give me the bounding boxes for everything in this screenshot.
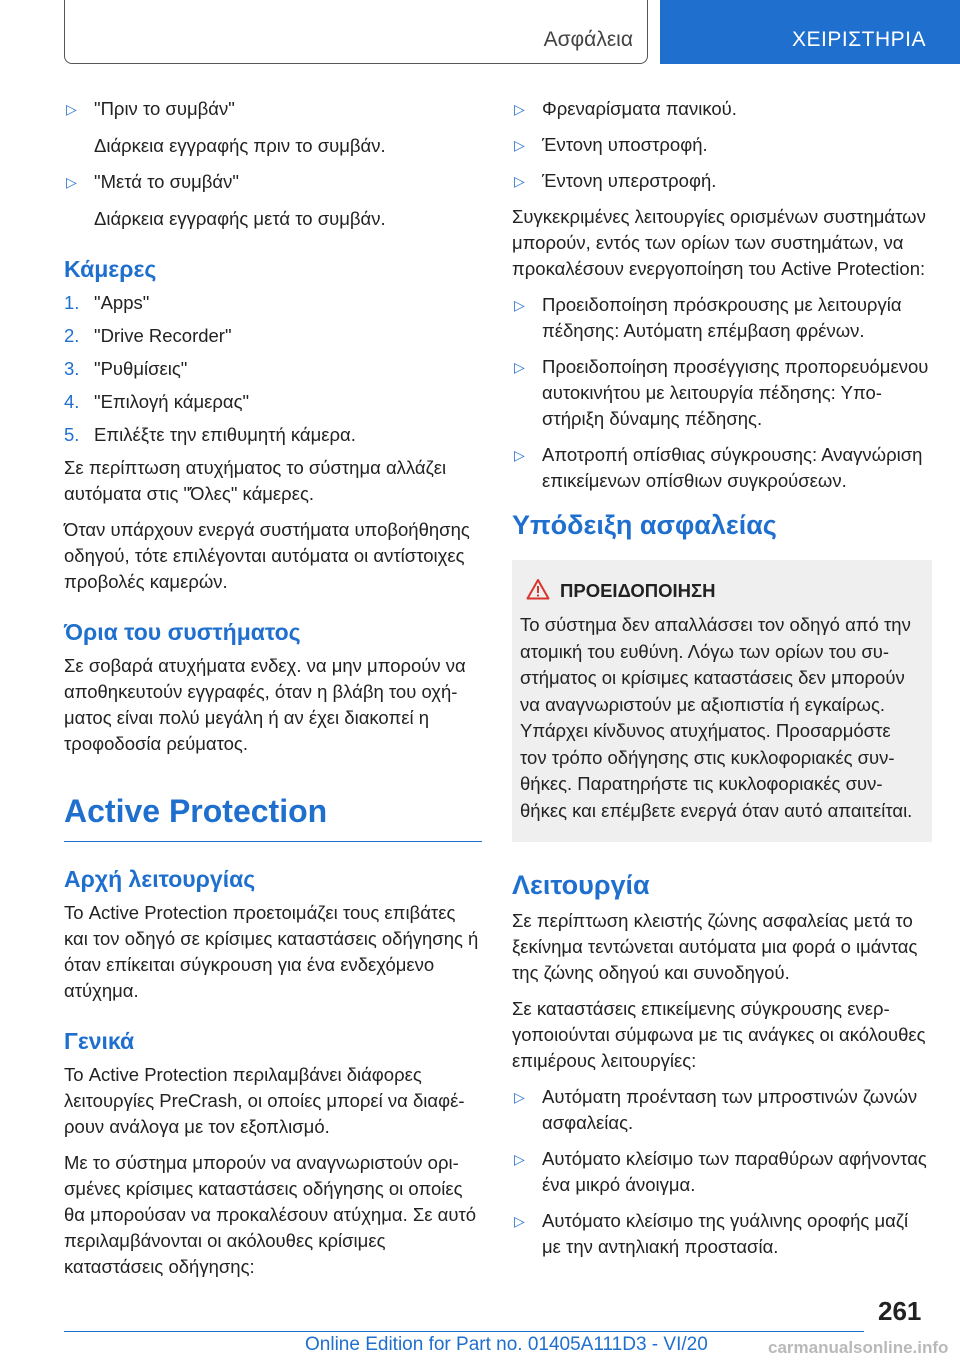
list-item-text: Προειδοποίηση προσέγγισης προπορευόμενου αυτοκινήτου με λειτουργία πέδησης: Υποστήριξη δύναμης πέδησης. [542,356,929,429]
triangle-bullet-icon: ▷ [514,359,525,375]
step-text: Επιλέξτε την επιθυμητή κάμερα. [94,424,356,445]
limits-heading: Όρια του συστήματος [64,619,301,645]
cameras-paragraph-1: Σε περίπτωση ατυχήματος το σύστημα αλλάζει αυτόματα στις "Όλες" κάμερες. [64,457,447,504]
triangle-bullet-icon: ▷ [514,137,525,153]
warning-triangle-icon [526,578,550,600]
list-item-label: "Πριν το συμβάν" [94,98,235,119]
principle-heading: Αρχή λειτουργίας [64,866,256,892]
footer-divider [64,1331,864,1332]
list-item [64,96,482,159]
triangle-bullet-icon: ▷ [514,447,525,463]
header-section-box [64,0,648,64]
operation-heading: Λειτουργία [512,870,650,900]
principle-paragraph: Το Active Protection προετοιμάζει τους επιβάτες και τον οδηγό σε κρίσιμες καταστάσεις οδήγησης ή όταν επίκειται σύγκρουση για ένα ενδεχόμενο ατύχημα. [64,902,479,1001]
triangle-bullet-icon: ▷ [66,174,77,190]
step-item [64,323,482,349]
triangle-bullet-icon: ▷ [514,173,525,189]
main-heading: Active Protection [64,791,482,842]
right-column [512,96,932,1270]
triangle-bullet-icon: ▷ [514,101,525,117]
list-item [512,132,932,158]
general-heading: Γενικά [64,1028,135,1054]
general-paragraph-2: Με το σύστημα μπορούν να αναγνωριστούν ορισμένες κρίσιμες καταστάσεις οδήγησης οι οποίες θα μπορούσαν να προκαλέσουν ατύχημα. Σε αυτό περιλαμβάνονται οι ακόλουθες κρίσιμες καταστάσεις οδήγησης: [64,1152,477,1277]
list-item [512,442,932,494]
watermark: carmanualsonline.info [768,1338,949,1357]
step-text: "Ρυθμίσεις" [94,358,188,379]
list-item [64,169,482,232]
page-number: 261 [878,1296,922,1326]
warning-paragraph-1: Το σύστημα δεν απαλλάσσει τον οδηγό από την ατομική του ευθύνη. Λόγω των ορίων του συστήματος οι κρίσιμες καταστάσεις δεν μπορούν να αναγνωριστούν με αξιοπιστία ή εγκαίρως. [520,614,911,715]
left-column [64,96,482,1290]
footer-edition: Online Edition for Part no. 01405A111D3 - VI/20 [305,1334,708,1355]
list-item-desc: Διάρκεια εγγραφής πριν το συμβάν. [94,135,386,156]
cameras-heading: Κάμερες [64,256,157,282]
triangle-bullet-icon: ▷ [514,1151,525,1167]
general-paragraph-1: Το Active Protection περιλαμβάνει διάφορες λειτουργίες PreCrash, οι οποίες μπορεί να διαφέρουν ανάλογα με τον εξοπλισμό. [64,1064,465,1137]
header-section-label: Ασφάλεια [543,28,633,51]
step-text: "Επιλογή κάμερας" [94,391,250,412]
cameras-paragraph-2: Όταν υπάρχουν ενεργά συστήματα υποβοήθησης οδηγού, τότε επιλέγονται αυτόματα οι αντίστοιχες προβολές καμερών. [64,519,470,592]
list-item [512,1208,932,1260]
step-number: 4. [64,391,80,412]
header-chapter-label: ΧΕΙΡΙΣΤΗΡΙΑ [791,28,926,51]
step-text: "Drive Recorder" [94,325,232,346]
warning-title [520,578,922,604]
limits-paragraph: Σε σοβαρά ατυχήματα ενδεχ. να μην μπορούν να αποθηκευτούν εγγραφές, όταν η βλάβη του οχήματος είναι πολύ μεγάλη ή αν έχει διακοπεί η τροφοδοσία ρεύματος. [64,655,466,754]
step-number: 3. [64,358,80,379]
warning-paragraph-2: Υπάρχει κίνδυνος ατυχήματος. Προσαρμόστε τον τρόπο οδήγησης στις κυκλοφοριακές συνθήκες. Παρατηρήστε τις κυκλοφοριακές συνθήκες και επέμβετε ενεργά όταν αυτό απαιτείται. [520,720,913,821]
step-number: 1. [64,292,80,313]
list-item-text: Αυτόματο κλείσιμο των παραθύρων αφήνοντας ένα μικρό άνοιγμα. [542,1148,927,1195]
warning-box [512,560,932,842]
step-item [64,389,482,415]
step-number: 5. [64,424,80,445]
list-item-text: Προειδοποίηση πρόσκρουσης με λειτουργία πέδησης: Αυτόματη επέμβαση φρένων. [542,294,902,341]
step-number: 2. [64,325,80,346]
list-item-label: "Μετά το συμβάν" [94,171,239,192]
list-item [512,168,932,194]
list-item [512,96,932,122]
functions-intro: Συγκεκριμένες λειτουργίες ορισμένων συστημάτων μπορούν, εντός των ορίων των συστημάτων, να προκαλέσουν ενεργοποίηση του Active Protection: [512,206,926,279]
step-item [64,422,482,448]
list-item-text: Φρεναρίσματα πανικού. [542,98,737,119]
triangle-bullet-icon: ▷ [514,1213,525,1229]
list-item [512,1146,932,1198]
list-item [512,1084,932,1136]
step-item [64,290,482,316]
triangle-bullet-icon: ▷ [66,101,77,117]
step-text: "Apps" [94,292,150,313]
list-item-text: Έντονη υποστροφή. [542,134,708,155]
step-item [64,356,482,382]
list-item-text: Αυτόματο κλείσιμο της γυάλινης οροφής μαζί με την αντηλιακή προστασία. [542,1210,909,1257]
safety-heading: Υπόδειξη ασφαλείας [512,510,777,540]
operation-paragraph-1: Σε περίπτωση κλειστής ζώνης ασφαλείας μετά το ξεκίνημα τεντώνεται αυτόματα μια φορά ο ιμάντας της ζώνης οδηγού και συνοδηγού. [512,910,918,983]
list-item-text: Αυτόματη προένταση των μπροστινών ζωνών ασφαλείας. [542,1086,918,1133]
list-item [512,354,932,432]
list-item [512,292,932,344]
header-chapter-tab[interactable] [660,0,960,64]
list-item-desc: Διάρκεια εγγραφής μετά το συμβάν. [94,208,386,229]
list-item-text: Αποτροπή οπίσθιας σύγκρουσης: Αναγνώριση επικείμενων οπίσθιων συγκρούσεων. [542,444,923,491]
warning-title-text: ΠΡΟΕΙΔΟΠΟΙΗΣΗ [560,580,716,601]
triangle-bullet-icon: ▷ [514,1089,525,1105]
operation-paragraph-2: Σε καταστάσεις επικείμενης σύγκρουσης ενεργοποιούνται σύμφωνα με τις ανάγκες οι ακόλουθες επιμέρους λειτουργίες: [512,998,926,1071]
list-item-text: Έντονη υπερστροφή. [542,170,717,191]
triangle-bullet-icon: ▷ [514,297,525,313]
